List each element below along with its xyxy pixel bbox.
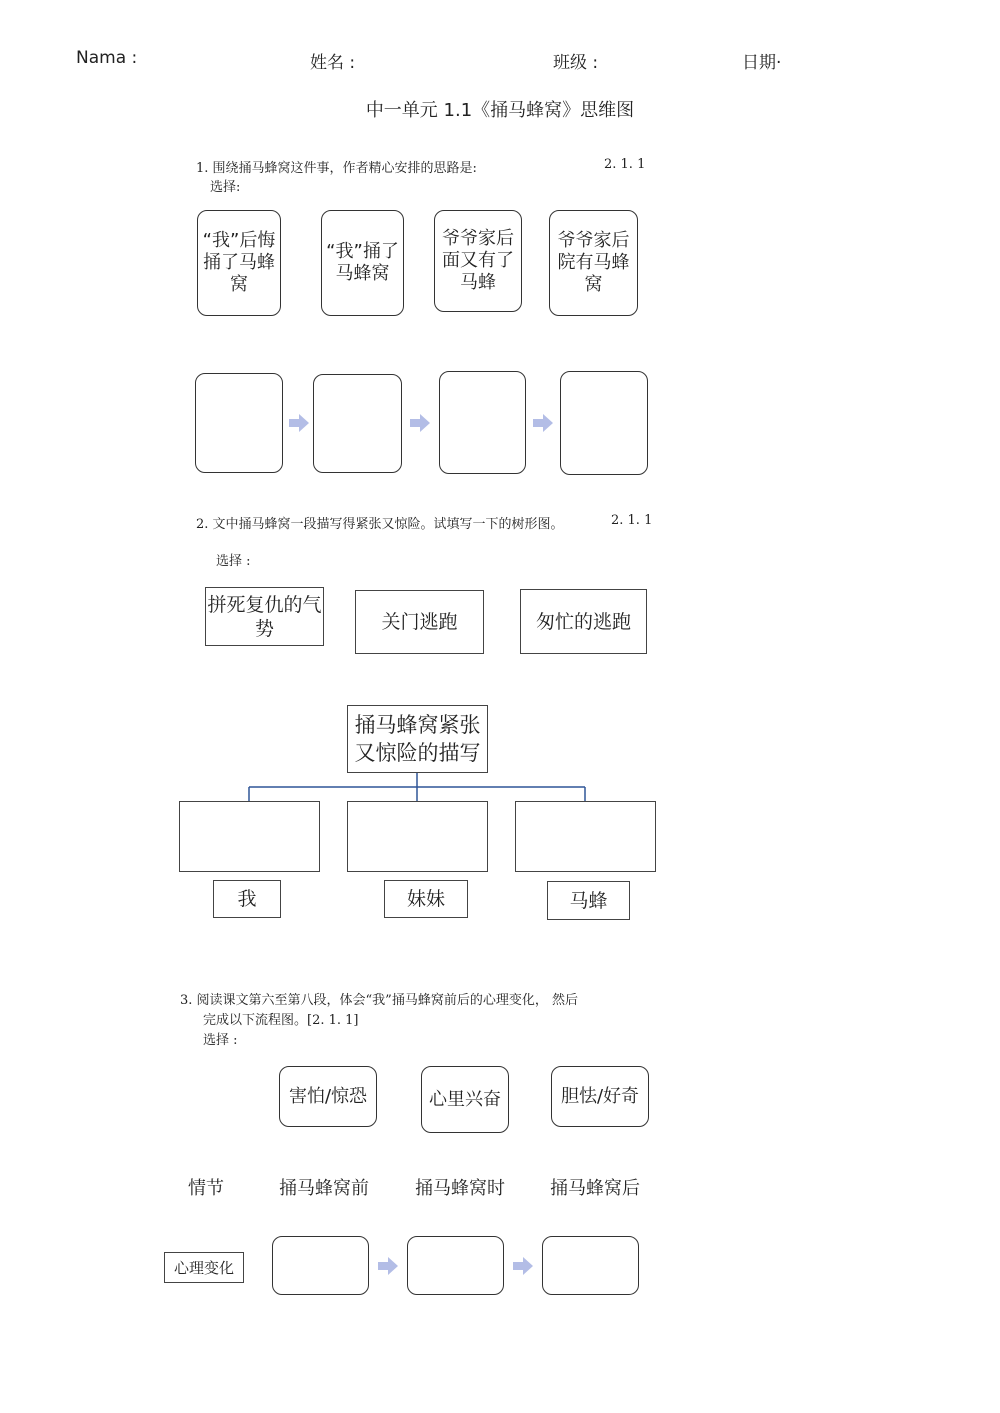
stage-during: 捅马蜂窝时 xyxy=(415,1178,505,1199)
q2-option-1[interactable]: 拼死复仇的气势 xyxy=(205,587,324,646)
arrow-right-icon xyxy=(513,1257,533,1275)
row-header-plot: 情节 xyxy=(188,1178,224,1199)
q3-answer-slot-1[interactable] xyxy=(272,1236,369,1295)
tree-branch-slot-1[interactable] xyxy=(179,801,320,872)
name-label: 姓名 : xyxy=(310,53,356,73)
branch-label-hornet: 马蜂 xyxy=(547,881,630,920)
arrow-right-icon xyxy=(378,1257,398,1275)
q1-option-1[interactable]: “我”后悔捅了马蜂窝 xyxy=(197,210,281,316)
stage-after: 捅马蜂窝后 xyxy=(550,1178,640,1199)
q2-choose: 选择 : xyxy=(216,554,251,569)
q3-text-line2: 完成以下流程图。[2. 1. 1] xyxy=(203,1013,359,1028)
q2-option-3[interactable]: 匆忙的逃跑 xyxy=(520,589,647,654)
q2-code: 2. 1. 1 xyxy=(611,513,653,528)
class-label: 班级 : xyxy=(553,53,599,73)
tree-branch-slot-3[interactable] xyxy=(515,801,656,872)
branch-label-sister: 妹妹 xyxy=(384,880,468,918)
q1-option-4[interactable]: 爷爷家后院有马蜂窝 xyxy=(549,210,638,316)
stage-before: 捅马蜂窝前 xyxy=(279,1178,369,1199)
q1-option-2[interactable]: “我”捅了马蜂窝 xyxy=(321,210,404,316)
q3-answer-slot-3[interactable] xyxy=(542,1236,639,1295)
page-title: 中一单元 1.1《捅马蜂窝》思维图 xyxy=(365,100,635,121)
q3-text-line1: 3. 阅读课文第六至第八段，体会“我”捅马蜂窝前后的心理变化， 然后 xyxy=(180,993,578,1008)
tree-root: 捅马蜂窝紧张又惊险的描写 xyxy=(347,705,488,773)
q3-option-3[interactable]: 胆怯/好奇 xyxy=(551,1066,649,1127)
date-label: 日期· xyxy=(742,53,782,73)
q1-choose: 选择: xyxy=(210,180,241,195)
q3-answer-slot-2[interactable] xyxy=(407,1236,504,1295)
nama-label: Nama : xyxy=(76,48,138,68)
q2-text: 2. 文中捅马蜂窝一段描写得紧张又惊险。试填写一下的树形图。 xyxy=(196,517,564,532)
q1-option-3[interactable]: 爷爷家后面又有了马蜂 xyxy=(434,210,522,312)
branch-label-me: 我 xyxy=(213,880,281,918)
q3-choose: 选择 : xyxy=(203,1033,238,1048)
tree-branch-slot-2[interactable] xyxy=(347,801,488,872)
q3-option-2[interactable]: 心里兴奋 xyxy=(421,1066,509,1133)
q1-code: 2. 1. 1 xyxy=(604,157,646,172)
q2-option-2[interactable]: 关门逃跑 xyxy=(355,590,484,654)
q3-option-1[interactable]: 害怕/惊恐 xyxy=(279,1066,377,1127)
q1-text: 1. 围绕捅马蜂窝这件事，作者精心安排的思路是: xyxy=(196,161,477,176)
row-label-mental-change: 心理变化 xyxy=(164,1252,244,1283)
